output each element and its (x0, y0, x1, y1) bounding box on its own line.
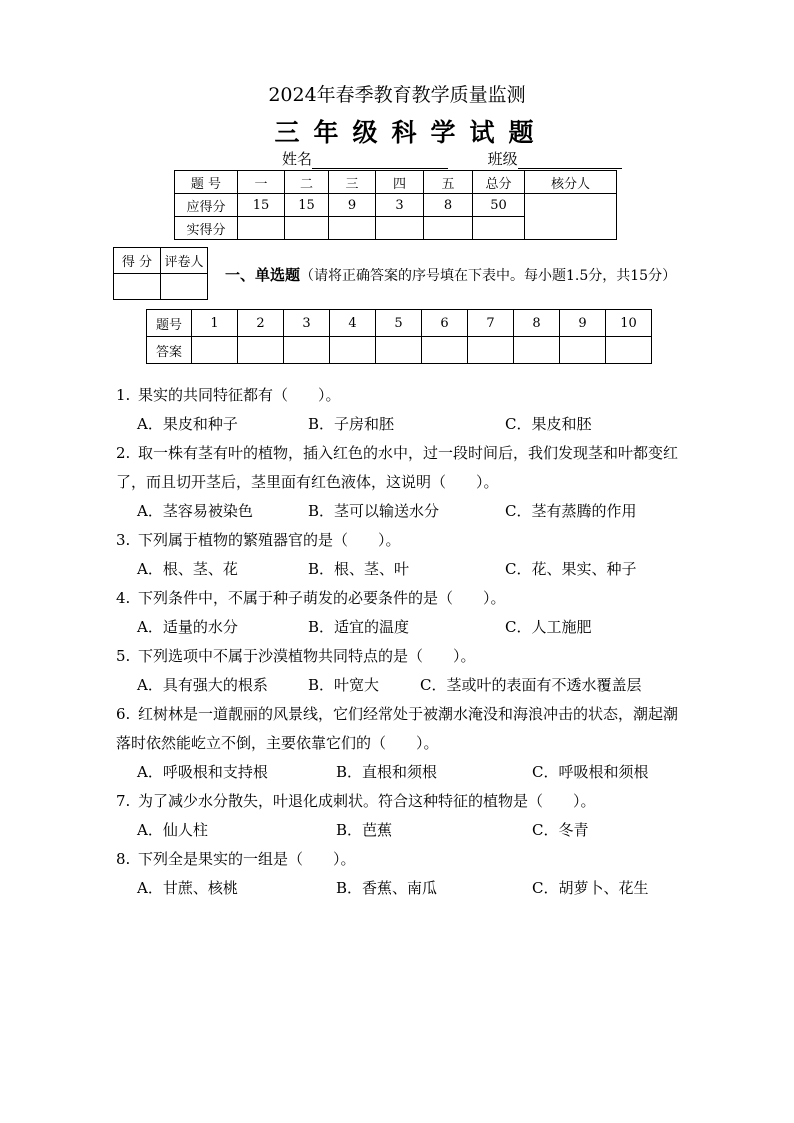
answer-cell[interactable] (468, 337, 514, 364)
answer-cell[interactable] (514, 337, 560, 364)
question-number-cell: 3 (284, 310, 330, 337)
question-8 (116, 845, 688, 874)
table-row (147, 337, 652, 364)
option-c: C．花、果实、种子 (505, 560, 637, 578)
column-header: 五 (424, 171, 473, 194)
student-info-line (282, 148, 622, 169)
question-number-cell: 9 (560, 310, 606, 337)
column-header: 四 (376, 171, 424, 194)
reviewer-header: 核分人 (525, 171, 617, 194)
question-number: 3. (116, 531, 131, 549)
question-number: 8. (116, 850, 131, 868)
answer-cell[interactable] (284, 337, 330, 364)
reviewer-signature-cell[interactable] (525, 194, 617, 240)
option-a: A．茎容易被染色 (137, 502, 253, 520)
question-number-cell: 10 (606, 310, 652, 337)
score-summary-table (174, 170, 617, 240)
question-number-cell: 8 (514, 310, 560, 337)
actual-score-cell[interactable] (473, 217, 525, 240)
column-header-total: 总分 (473, 171, 525, 194)
question-2 (116, 439, 688, 497)
question-text: 取一株有茎有叶的植物，插入红色的水中，过一段时间后，我们发现茎和叶都变红了，而且切开茎后，茎里面有红色液体，这说明（ ）。 (116, 444, 679, 491)
grader-box (113, 247, 208, 300)
row-label-question: 题 号 (175, 171, 238, 194)
row-label-points: 应得分 (175, 194, 238, 217)
column-header: 一 (238, 171, 285, 194)
question-number: 6. (116, 705, 131, 723)
number-label: 题号 (147, 310, 192, 337)
table-row (175, 194, 617, 217)
reviewer-label: 评卷人 (161, 248, 208, 274)
table-row (175, 171, 617, 194)
section-reviewer-cell[interactable] (161, 274, 208, 300)
option-a: A．仙人柱 (137, 821, 208, 839)
actual-score-cell[interactable] (285, 217, 329, 240)
option-a: A．具有强大的根系 (137, 676, 268, 694)
table-row (114, 248, 208, 274)
question-number: 4. (116, 589, 131, 607)
option-c: C．人工施肥 (505, 618, 592, 636)
question-number: 1. (116, 386, 131, 404)
option-c: C．冬青 (532, 821, 589, 839)
name-label: 姓名 (282, 150, 313, 168)
points-cell-total: 50 (473, 194, 525, 217)
question-text: 为了减少水分散失，叶退化成刺状。符合这种特征的植物是（ ）。 (138, 792, 596, 810)
section-title: 一、单选题 (225, 266, 301, 284)
question-4 (116, 584, 688, 613)
option-a: A．果皮和种子 (137, 415, 238, 433)
name-field[interactable] (312, 152, 448, 169)
option-b: B．香蕉、南瓜 (336, 879, 438, 897)
option-b: B．茎可以输送水分 (308, 502, 440, 520)
option-c: C．茎或叶的表面有不透水覆盖层 (420, 676, 642, 694)
question-6 (116, 700, 688, 758)
actual-score-cell[interactable] (376, 217, 424, 240)
answer-cell[interactable] (560, 337, 606, 364)
option-b: B．子房和胚 (308, 415, 395, 433)
question-text: 果实的共同特征都有（ ）。 (138, 386, 341, 404)
section-heading (225, 264, 676, 285)
points-cell: 3 (376, 194, 424, 217)
section-instruction: （请将正确答案的序号填在下表中。每小题1.5分，共15分） (300, 268, 677, 284)
option-c: C．胡萝卜、花生 (532, 879, 649, 897)
option-b: B．芭蕉 (336, 821, 393, 839)
question-3 (116, 526, 688, 555)
actual-score-cell[interactable] (238, 217, 285, 240)
score-label: 得 分 (114, 248, 161, 274)
question-number-cell: 4 (330, 310, 376, 337)
question-number-cell: 5 (376, 310, 422, 337)
question-1 (116, 381, 688, 410)
points-cell: 15 (285, 194, 329, 217)
exam-subtitle: 三年级科学试题 (274, 118, 548, 147)
answer-cell[interactable] (376, 337, 422, 364)
option-c: C．呼吸根和须根 (532, 763, 649, 781)
answer-cell[interactable] (330, 337, 376, 364)
question-number-cell: 6 (422, 310, 468, 337)
option-b: B．直根和须根 (336, 763, 438, 781)
answer-cell[interactable] (422, 337, 468, 364)
question-text: 下列选项中不属于沙漠植物共同特点的是（ ）。 (138, 647, 476, 665)
actual-score-cell[interactable] (329, 217, 376, 240)
answer-table (146, 309, 652, 364)
column-header: 二 (285, 171, 329, 194)
option-b: B．叶宽大 (308, 676, 380, 694)
question-number-cell: 7 (468, 310, 514, 337)
option-a: A．适量的水分 (137, 618, 238, 636)
section-score-cell[interactable] (114, 274, 161, 300)
question-text: 红树林是一道靓丽的风景线，它们经常处于被潮水淹没和海浪冲击的状态，潮起潮落时依然能屹立不倒，主要依靠它们的（ ）。 (116, 705, 679, 752)
points-cell: 15 (238, 194, 285, 217)
question-text: 下列条件中，不属于种子萌发的必要条件的是（ ）。 (138, 589, 506, 607)
class-field[interactable] (518, 152, 622, 169)
answer-cell[interactable] (192, 337, 238, 364)
option-a: A．呼吸根和支持根 (137, 763, 268, 781)
points-cell: 8 (424, 194, 473, 217)
points-cell: 9 (329, 194, 376, 217)
answer-cell[interactable] (606, 337, 652, 364)
option-b: B．适宜的温度 (308, 618, 410, 636)
option-c: C．果皮和胚 (505, 415, 592, 433)
answer-label: 答案 (147, 337, 192, 364)
question-7 (116, 787, 688, 816)
question-text: 下列属于植物的繁殖器官的是（ ）。 (138, 531, 401, 549)
column-header: 三 (329, 171, 376, 194)
question-number-cell: 2 (238, 310, 284, 337)
question-number-cell: 1 (192, 310, 238, 337)
question-5 (116, 642, 688, 671)
question-number: 2. (116, 444, 131, 462)
table-row (147, 310, 652, 337)
question-number: 5. (116, 647, 131, 665)
class-label: 班级 (487, 150, 518, 168)
question-text: 下列全是果实的一组是（ ）。 (138, 850, 356, 868)
option-c: C．茎有蒸腾的作用 (505, 502, 637, 520)
option-b: B．根、茎、叶 (308, 560, 410, 578)
option-a: A．甘蔗、核桃 (137, 879, 238, 897)
exam-title: 2024年春季教育教学质量监测 (268, 84, 526, 106)
option-a: A．根、茎、花 (137, 560, 238, 578)
table-row (114, 274, 208, 300)
actual-score-cell[interactable] (424, 217, 473, 240)
row-label-actual: 实得分 (175, 217, 238, 240)
answer-cell[interactable] (238, 337, 284, 364)
question-number: 7. (116, 792, 131, 810)
